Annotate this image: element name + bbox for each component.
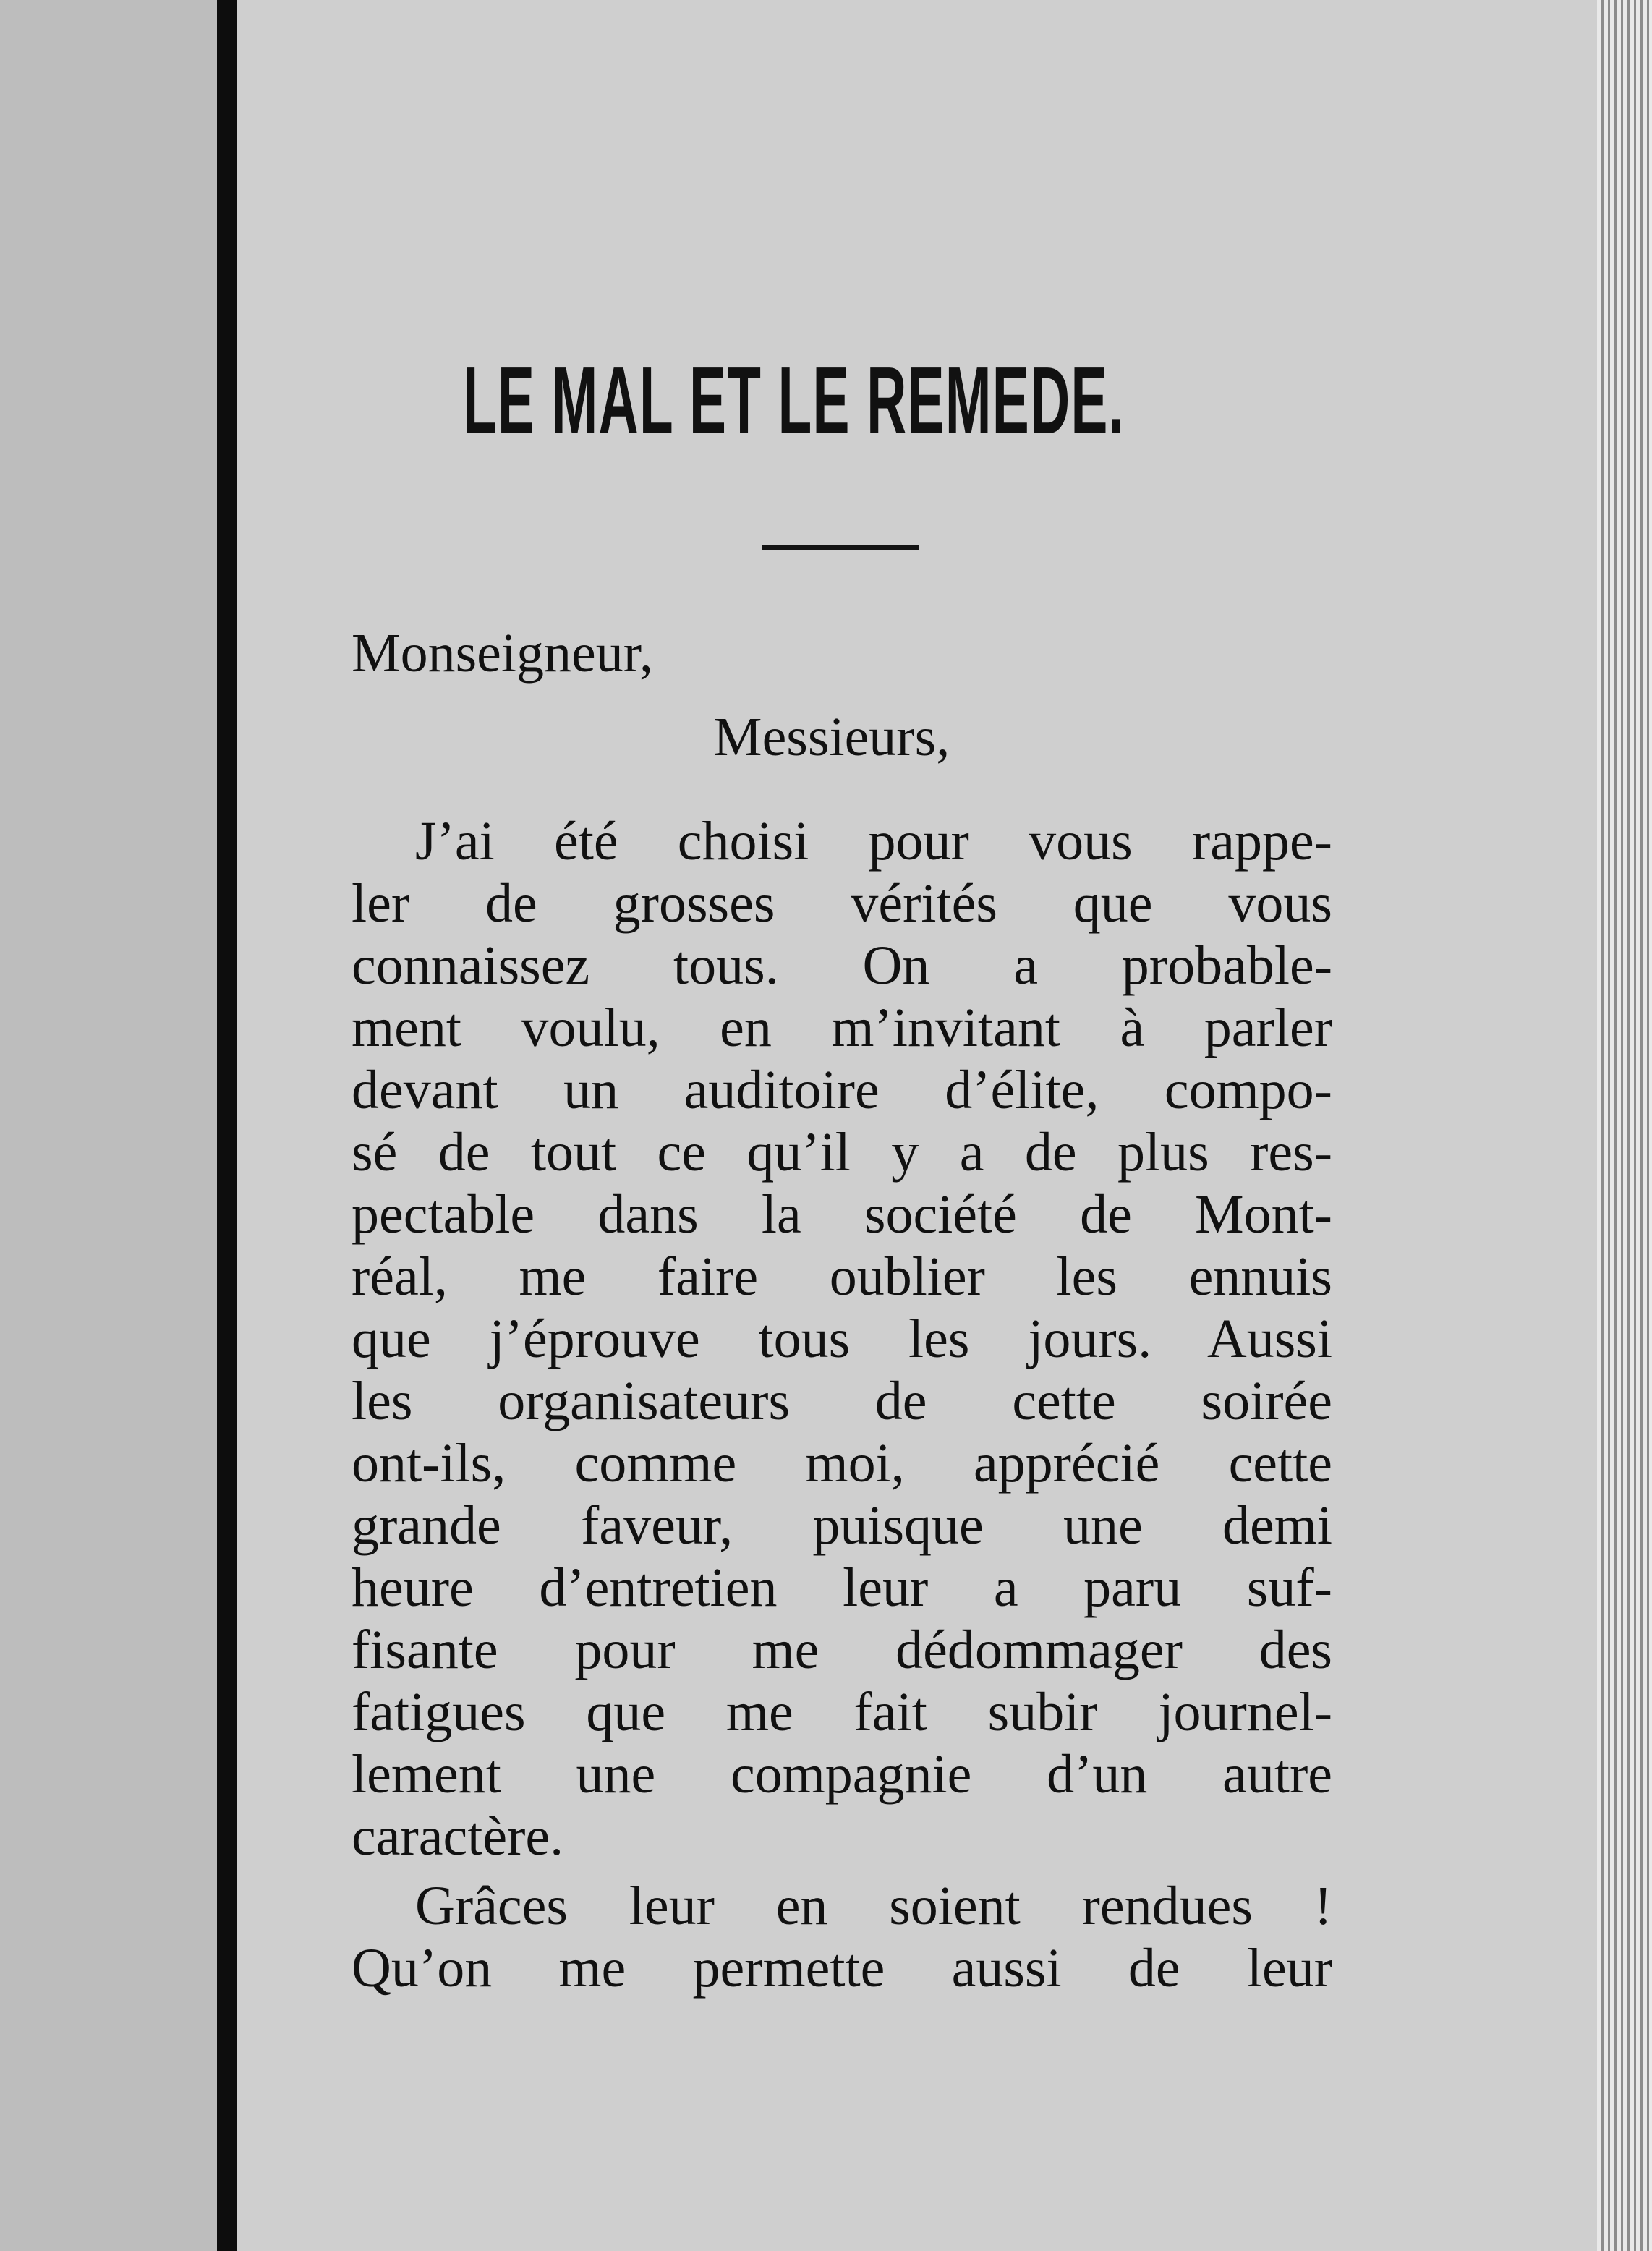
body-line: les organisateurs de cette soirée [352, 1371, 1332, 1431]
salutation-monseigneur: Monseigneur, [352, 623, 653, 684]
title-rule [762, 545, 919, 550]
body-line: réal, me faire oublier les ennuis [352, 1246, 1332, 1307]
body-line: pectable dans la société de Mont- [352, 1184, 1332, 1245]
body-line: grande faveur, puisque une demi [352, 1495, 1332, 1556]
body-line: fatigues que me fait subir journel- [352, 1682, 1332, 1742]
body-line: lement une compagnie d’un autre [352, 1744, 1332, 1805]
page-edge [1597, 0, 1652, 2251]
body-line: sé de tout ce qu’il y a de plus res- [352, 1122, 1332, 1183]
body-line: Qu’on me permette aussi de leur [352, 1938, 1332, 1999]
body-line: Grâces leur en soient rendues ! [415, 1876, 1332, 1936]
body-line: ont-ils, comme moi, apprécié cette [352, 1433, 1332, 1494]
body-line: ler de grosses vérités que vous [352, 873, 1332, 934]
body-line: caractère. [352, 1806, 564, 1867]
body-line: heure d’entretien leur a paru suf- [352, 1557, 1332, 1618]
body-line: J’ai été choisi pour vous rappe- [415, 811, 1332, 872]
book-gutter [217, 0, 237, 2251]
salutation-messieurs: Messieurs, [713, 707, 950, 767]
page-title: LE MAL ET LE REMEDE. [463, 347, 1125, 454]
left-facing-page-margin [0, 0, 217, 2251]
body-line: devant un auditoire d’élite, compo- [352, 1060, 1332, 1120]
body-line: ment voulu, en m’invitant à parler [352, 997, 1332, 1058]
body-line: connaissez tous. On a probable- [352, 935, 1332, 996]
body-line: que j’éprouve tous les jours. Aussi [352, 1309, 1332, 1369]
body-line: fisante pour me dédommager des [352, 1620, 1332, 1680]
